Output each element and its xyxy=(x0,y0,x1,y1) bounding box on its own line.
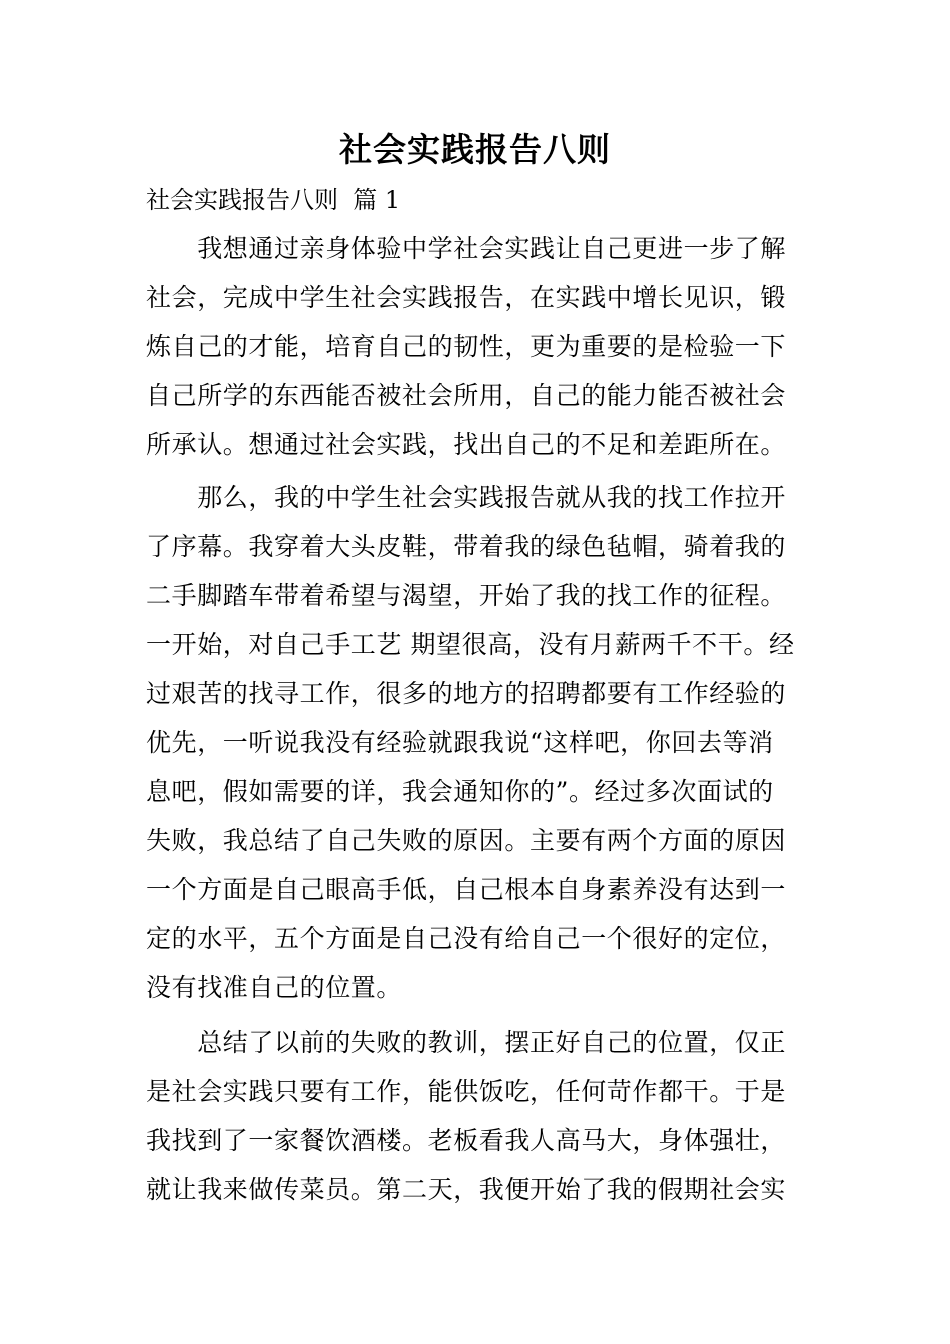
body-line: 定的水平，五个方面是自己没有给自己一个很好的定位， xyxy=(146,924,787,953)
body-line: 息吧，假如需要的详，我会通知你的”。经过多次面试的 xyxy=(146,777,774,806)
body-line: 优先，一听说我没有经验就跟我说“这样吧，你回去等消 xyxy=(146,728,774,757)
body-line: 所承认。想通过社会实践，找出自己的不足和差距所在。 xyxy=(146,430,787,459)
body-line: 过艰苦的找寻工作，很多的地方的招聘都要有工作经验的 xyxy=(146,679,787,708)
body-line: 二手脚踏车带着希望与渴望，开始了我的找工作的征程。 xyxy=(146,581,787,610)
body-line: 失败，我总结了自己失败的原因。主要有两个方面的原因 xyxy=(146,826,787,855)
body-line: 炼自己的才能，培育自己的韧性，更为重要的是检验一下 xyxy=(146,332,787,361)
body-line: 总结了以前的失败的教训，摆正好自己的位置，仅正 xyxy=(146,1028,787,1057)
body-line: 自己所学的东西能否被社会所用，自己的能力能否被社会 xyxy=(146,381,787,410)
body-line: 就让我来做传菜员。第二天，我便开始了我的假期社会实 xyxy=(146,1175,787,1204)
body-line: 那么，我的中学生社会实践报告就从我的找工作拉开 xyxy=(146,483,787,512)
body-line: 社会，完成中学生社会实践报告，在实践中增长见识，锻 xyxy=(146,283,787,312)
body-line: 是社会实践只要有工作，能供饭吃，任何苛作都干。于是 xyxy=(146,1077,787,1106)
body-line: 我找到了一家餐饮酒楼。老板看我人高马大，身体强壮， xyxy=(146,1126,787,1155)
document-title: 社会实践报告八则 xyxy=(339,130,611,169)
body-line: 一个方面是自己眼高手低，自己根本自身素养没有达到一 xyxy=(146,875,787,904)
body-line: 了序幕。我穿着大头皮鞋，带着我的绿色毡帽，骑着我的 xyxy=(146,532,787,561)
body-line: 我想通过亲身体验中学社会实践让自己更进一步了解 xyxy=(146,234,787,263)
body-line: 没有找准自己的位置。 xyxy=(146,973,403,1002)
body-line: 一开始，对自己手工艺 期望很高，没有月薪两千不干。经 xyxy=(146,630,795,659)
section-heading: 社会实践报告八则 篇 1 xyxy=(146,186,401,214)
